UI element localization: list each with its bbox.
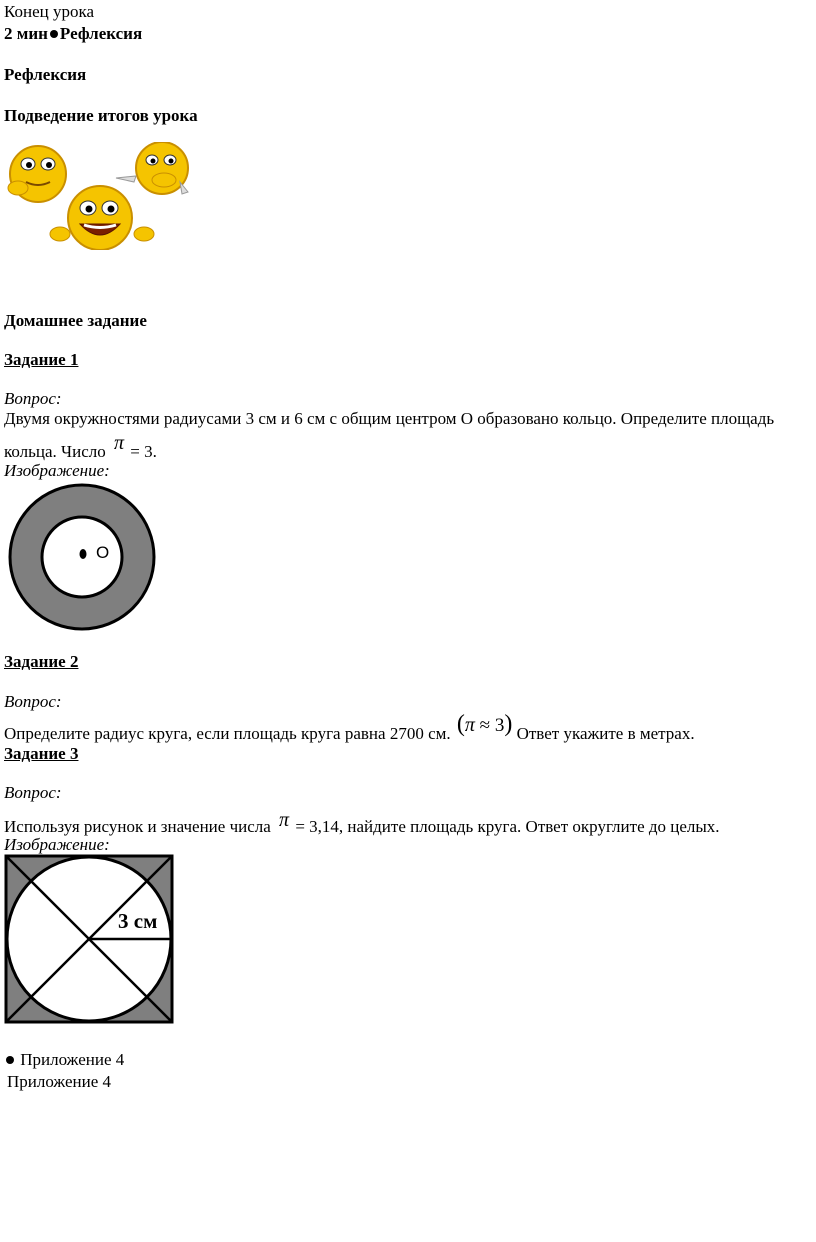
task1-question-label: Вопрос:	[4, 389, 62, 408]
center-label: О	[96, 543, 110, 562]
homework-heading: Домашнее задание	[4, 311, 147, 330]
smiley-faces-illustration	[4, 142, 192, 250]
ring-figure	[4, 481, 160, 637]
worried-smiley-icon	[8, 146, 66, 202]
task3-question-prefix: Используя рисунок и значение числа	[4, 817, 271, 836]
task3-question-label: Вопрос:	[4, 783, 62, 802]
time-line	[4, 24, 142, 44]
pi-symbol: π	[279, 809, 290, 831]
task3-title: Задание 3	[4, 744, 79, 763]
happy-smiley-icon	[50, 186, 154, 250]
thinking-smiley-icon	[116, 142, 188, 194]
summary-heading: Подведение итогов урока	[4, 106, 198, 125]
task2-question	[4, 711, 695, 744]
task1-question-line1: Двумя окружностями радиусами 3 см и 6 см с общим центром О образовано кольцо. Определите площадь	[4, 409, 775, 428]
attachment-bullet-label: Приложение 4	[20, 1050, 125, 1069]
task2-question-prefix: Определите радиус круга, если площадь круга равна 2700 см.	[4, 724, 451, 743]
task3-image-label: Изображение:	[4, 835, 110, 854]
bullet-icon	[50, 30, 58, 38]
pi-symbol: π	[113, 432, 125, 454]
square-circle-figure	[4, 854, 176, 1026]
center-point	[80, 549, 87, 559]
task3-question-suffix: = 3,14, найдите площадь круга. Ответ округлите до целых.	[295, 817, 720, 836]
task2-title: Задание 2	[4, 652, 79, 671]
task3-question	[4, 809, 720, 837]
task2-question-suffix: Ответ укажите в метрах.	[516, 724, 695, 743]
task2-question-label: Вопрос:	[4, 692, 62, 711]
pi-approx-formula: (π ≈ 3)	[456, 711, 513, 737]
task1-question-line2	[4, 432, 157, 462]
reflection-heading: Рефлексия	[4, 65, 87, 84]
end-of-lesson-label: Конец урока	[4, 2, 95, 21]
task1-question-line2-suffix: = 3.	[130, 442, 157, 461]
attachment-bullet-item	[4, 1050, 124, 1070]
task1-image-label: Изображение:	[4, 461, 110, 480]
task1-title: Задание 1	[4, 350, 79, 369]
attachment-label: Приложение 4	[7, 1072, 111, 1091]
bullet-icon	[6, 1056, 14, 1064]
time-label: 2 мин	[4, 24, 48, 43]
radius-label: 3 см	[118, 909, 158, 933]
time-topic: Рефлексия	[59, 24, 143, 43]
task1-question-line2-prefix: кольца. Число	[4, 442, 106, 461]
